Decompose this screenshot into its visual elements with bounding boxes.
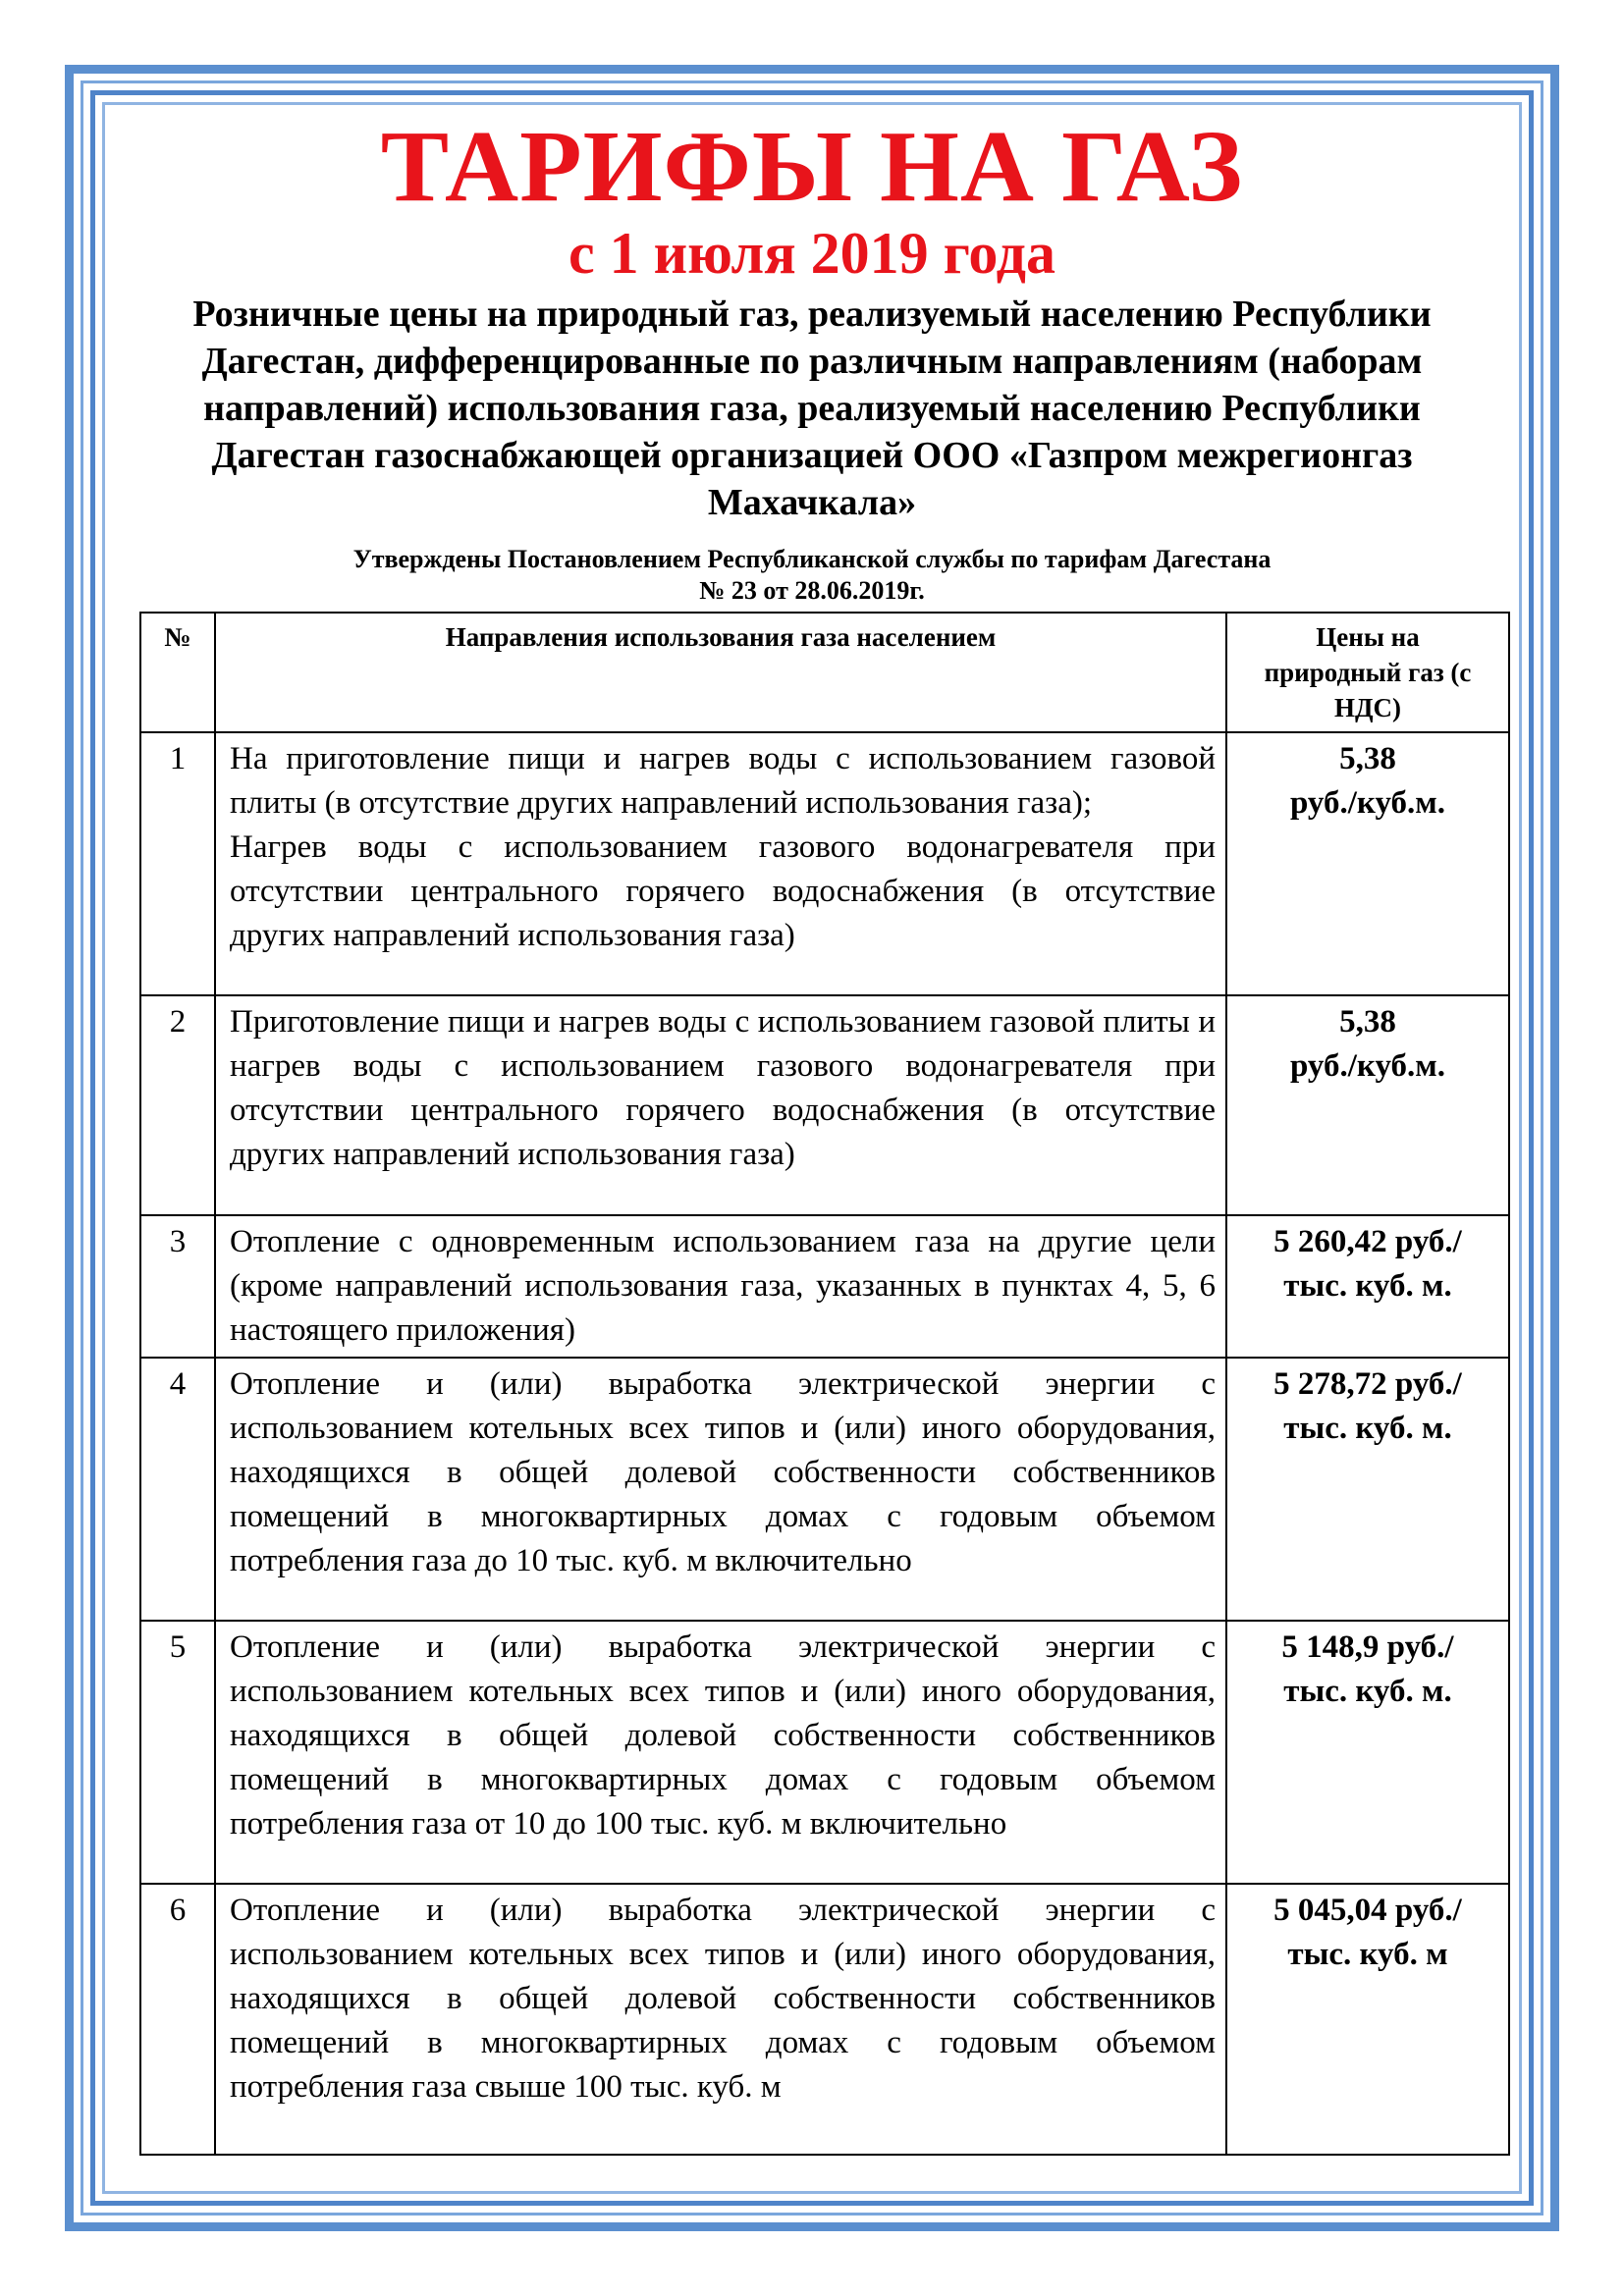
tariff-description: Розничные цены на природный газ, реализуемый населению Республики Дагестан, дифференцированные по различным направлениям (наборам направлений) использования газа, реализуемый населению Республики Дагестан газоснабжающей организацией ООО «Газпром межрегионгаз Махачкала» (192, 294, 1432, 523)
row-price-unit: руб./куб.м. (1290, 1048, 1445, 1084)
row-price-unit: тыс. куб. м. (1283, 1674, 1452, 1709)
row-price-value: 5 045,04 руб./ (1273, 1893, 1462, 1928)
row-price-unit: руб./куб.м. (1290, 785, 1445, 821)
table-row (140, 1358, 1509, 1621)
table-header-row (140, 613, 1509, 732)
header-price: Цены на природный газ (с НДС) (1226, 613, 1509, 732)
row-direction-text: На приготовление пищи и нагрев воды с использованием газовой плиты (в отсутствие других направлений использования газа); (230, 741, 1216, 821)
row-price (1226, 732, 1509, 995)
approval-line-2: № 23 от 28.06.2019г. (699, 576, 925, 605)
page-subtitle: с 1 июля 2019 года (568, 221, 1056, 286)
table-row (140, 1621, 1509, 1884)
row-num: 3 (140, 1215, 215, 1358)
row-price (1226, 1215, 1509, 1358)
row-price (1226, 1621, 1509, 1884)
tariff-table (139, 612, 1510, 2156)
table-row (140, 995, 1509, 1215)
row-direction-text: Приготовление пищи и нагрев воды с использованием газовой плиты и нагрев воды с использованием газового водонагревателя при отсутствии центрального горячего водоснабжения (в отсутствие других направлений использования газа) (230, 1004, 1216, 1172)
row-price (1226, 995, 1509, 1215)
row-direction-text: Отопление и (или) выработка электрической энергии с использованием котельных всех типов и (или) иного оборудования, находящихся в общей долевой собственности собственников помещений в многоквартирных домах с годовым объемом потребления газа до 10 тыс. куб. м включительно (230, 1366, 1216, 1578)
row-num: 5 (140, 1621, 215, 1884)
row-direction-text: Отопление и (или) выработка электрической энергии с использованием котельных всех типов и (или) иного оборудования, находящихся в общей долевой собственности собственников помещений в многоквартирных домах с годовым объемом потребления газа от 10 до 100 тыс. куб. м включительно (230, 1629, 1216, 1842)
row-price-unit: тыс. куб. м (1287, 1937, 1448, 1972)
page-title: ТАРИФЫ НА ГАЗ (380, 110, 1244, 223)
row-num: 1 (140, 732, 215, 995)
row-direction (215, 1358, 1226, 1621)
row-price-value: 5 148,9 руб./ (1281, 1629, 1454, 1665)
table-row (140, 1215, 1509, 1358)
row-num: 4 (140, 1358, 215, 1621)
row-price-value: 5,38 (1339, 741, 1396, 776)
row-price (1226, 1358, 1509, 1621)
row-price-value: 5,38 (1339, 1004, 1396, 1040)
row-num: 2 (140, 995, 215, 1215)
table-row (140, 732, 1509, 995)
row-direction (215, 1621, 1226, 1884)
row-price-value: 5 278,72 руб./ (1273, 1366, 1462, 1402)
row-direction (215, 1215, 1226, 1358)
approval-note (147, 544, 1477, 607)
header-num: № (140, 613, 215, 732)
row-direction (215, 995, 1226, 1215)
table-row (140, 1884, 1509, 2155)
row-direction (215, 1884, 1226, 2155)
row-direction (215, 732, 1226, 995)
row-price-unit: тыс. куб. м. (1283, 1268, 1452, 1304)
header-direction: Направления использования газа населением (215, 613, 1226, 732)
row-direction-text: Отопление и (или) выработка электрической энергии с использованием котельных всех типов и (или) иного оборудования, находящихся в общей долевой собственности собственников помещений в многоквартирных домах с годовым объемом потребления газа свыше 100 тыс. куб. м (230, 1893, 1216, 2105)
approval-line-1: Утверждены Постановлением Республиканской службы по тарифам Дагестана (352, 545, 1272, 573)
row-price-value: 5 260,42 руб./ (1273, 1224, 1462, 1259)
row-direction-text: Отопление с одновременным использованием газа на другие цели (кроме направлений использования газа, указанных в пунктах 4, 5, 6 настоящего приложения) (230, 1224, 1216, 1348)
row-price (1226, 1884, 1509, 2155)
row-price-unit: тыс. куб. м. (1283, 1411, 1452, 1446)
row-num: 6 (140, 1884, 215, 2155)
row-direction-text: Нагрев воды с использованием газового водонагревателя при отсутствии центрального горячего водоснабжения (в отсутствие других направлений использования газа) (230, 829, 1216, 953)
